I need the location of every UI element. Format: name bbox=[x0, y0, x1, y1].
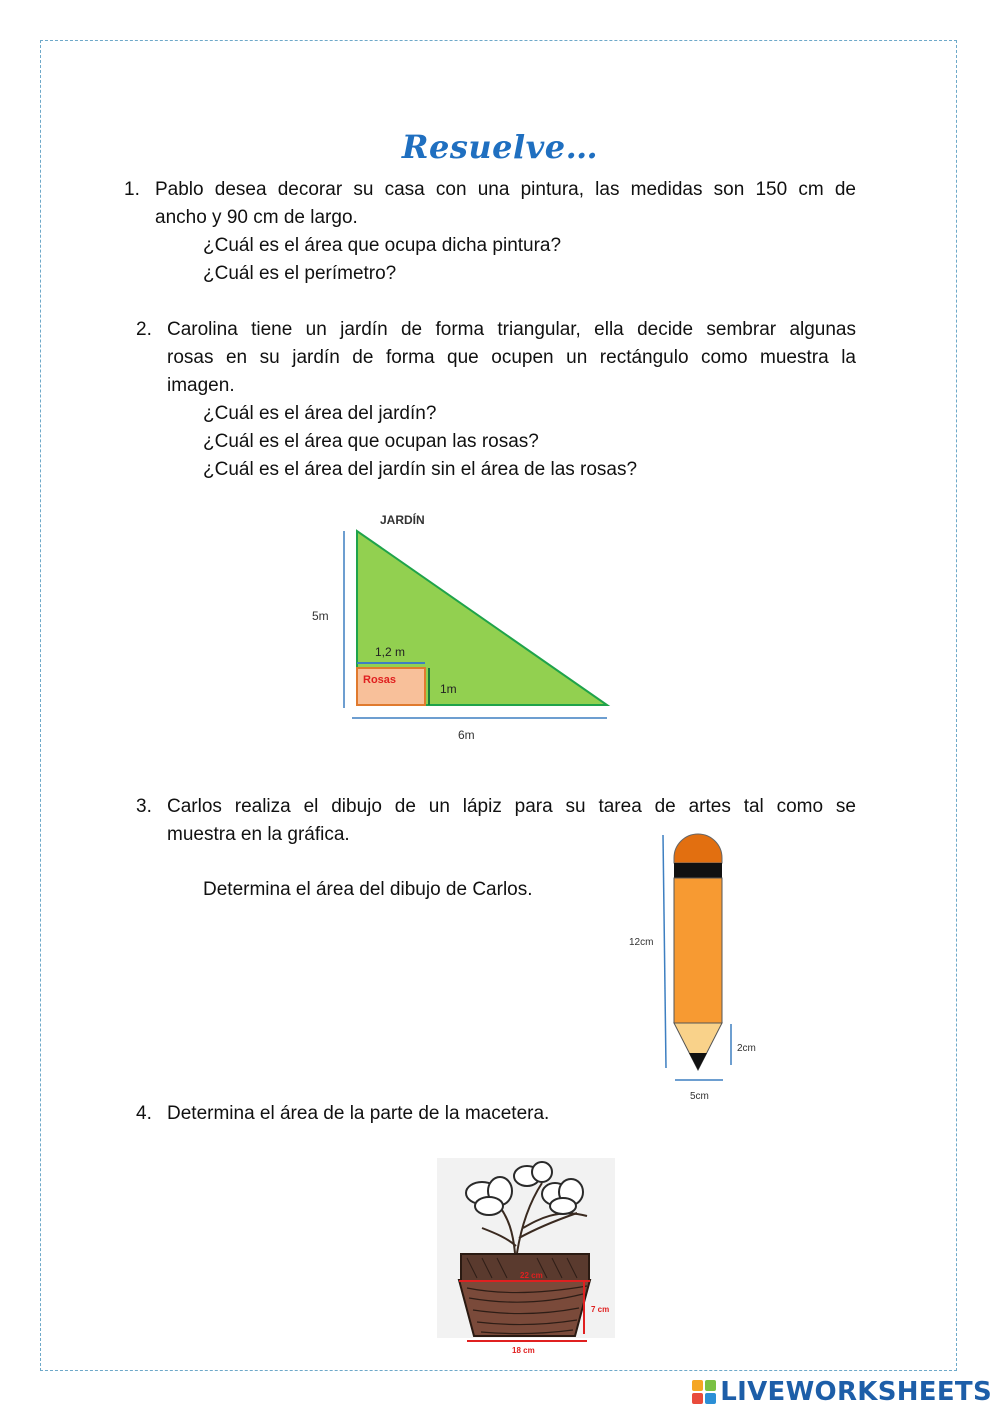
q3-number: 3. bbox=[136, 796, 152, 817]
pencil-ferrule bbox=[674, 863, 722, 878]
flowerpot-diagram bbox=[437, 1158, 617, 1358]
garden-diagram bbox=[300, 505, 630, 750]
rect-width-label: 1,2 m bbox=[375, 645, 406, 659]
q2-question-roses-area: ¿Cuál es el área que ocupan las rosas? bbox=[203, 431, 539, 452]
q2-question-remaining-area: ¿Cuál es el área del jardín sin el área de las rosas? bbox=[203, 459, 638, 480]
base-label: 6m bbox=[458, 728, 475, 742]
logo-text: LIVEWORKSHEETS bbox=[720, 1377, 992, 1407]
q2-text-line2: rosas en su jardín de forma que ocupen un rectángulo como muestra la bbox=[167, 347, 856, 368]
pot-height-label: 7 cm bbox=[591, 1305, 610, 1314]
pencil-eraser bbox=[674, 834, 722, 863]
q4-number: 4. bbox=[136, 1103, 152, 1124]
pencil-lead bbox=[689, 1053, 707, 1070]
q3-text-line2: muestra en la gráfica. bbox=[167, 824, 350, 845]
q1-text-line1: Pablo desea decorar su casa con una pintura, las medidas son 150 cm de bbox=[155, 179, 856, 200]
pot-top-label: 22 cm bbox=[520, 1271, 543, 1280]
pencil-body bbox=[674, 878, 722, 1023]
pot-bottom-label: 18 cm bbox=[512, 1346, 535, 1355]
logo-icon bbox=[692, 1380, 716, 1404]
pencil-tip-label: 2cm bbox=[737, 1043, 756, 1054]
pencil-width-label: 5cm bbox=[690, 1091, 709, 1102]
pencil-height-line bbox=[663, 835, 666, 1068]
q2-text-line3: imagen. bbox=[167, 375, 235, 396]
q3-question-area: Determina el área del dibujo de Carlos. bbox=[203, 879, 533, 900]
rect-height-label: 1m bbox=[440, 682, 457, 696]
pencil-diagram bbox=[620, 825, 770, 1110]
q2-number: 2. bbox=[136, 319, 152, 340]
pencil-height-label: 12cm bbox=[629, 937, 654, 948]
q2-text-line1: Carolina tiene un jardín de forma triangular, ella decide sembrar algunas bbox=[167, 319, 856, 340]
q1-number: 1. bbox=[124, 179, 140, 200]
liveworksheets-logo[interactable] bbox=[692, 1377, 992, 1407]
q1-question-perimeter: ¿Cuál es el perímetro? bbox=[203, 263, 397, 284]
q1-question-area: ¿Cuál es el área que ocupa dicha pintura? bbox=[203, 235, 562, 256]
roses-label: Rosas bbox=[363, 674, 397, 686]
q2-question-garden-area: ¿Cuál es el área del jardín? bbox=[203, 403, 437, 424]
q1-text-line2: ancho y 90 cm de largo. bbox=[155, 207, 358, 228]
q3-text-line1: Carlos realiza el dibujo de un lápiz para su tarea de artes tal como se bbox=[167, 796, 856, 817]
q4-text-line1: Determina el área de la parte de la macetera. bbox=[167, 1103, 550, 1124]
page-title: Resuelve… bbox=[401, 128, 599, 166]
height-label: 5m bbox=[312, 609, 329, 623]
garden-label: JARDÍN bbox=[380, 513, 425, 527]
